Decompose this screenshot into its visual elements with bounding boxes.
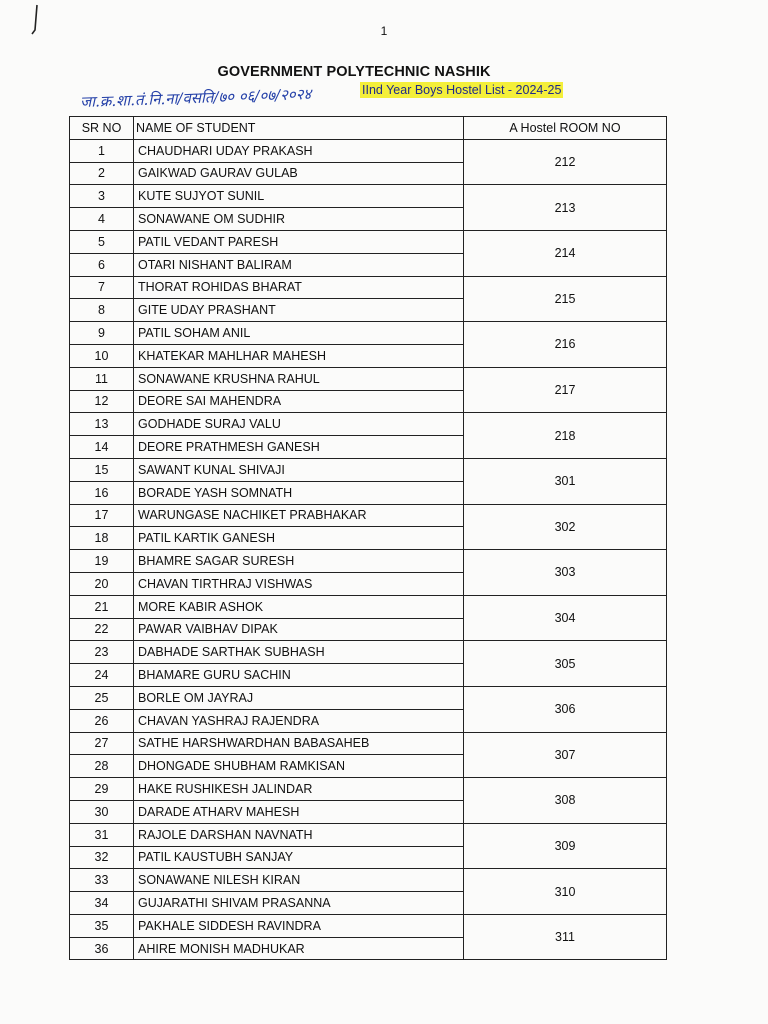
student-name-cell: DEORE SAI MAHENDRA (134, 390, 464, 413)
room-number-cell: 304 (464, 595, 667, 641)
student-name-cell: GUJARATHI SHIVAM PRASANNA (134, 892, 464, 915)
student-name-cell: CHAUDHARI UDAY PRAKASH (134, 139, 464, 162)
student-name-cell: DABHADE SARTHAK SUBHASH (134, 641, 464, 664)
sr-no-cell: 15 (70, 458, 134, 481)
student-name-cell: SONAWANE KRUSHNA RAHUL (134, 367, 464, 390)
header-room: A Hostel ROOM NO (464, 117, 667, 140)
sr-no-cell: 14 (70, 436, 134, 459)
student-name-cell: SATHE HARSHWARDHAN BABASAHEB (134, 732, 464, 755)
student-name-cell: GAIKWAD GAURAV GULAB (134, 162, 464, 185)
room-number-cell: 308 (464, 778, 667, 824)
student-name-cell: PAWAR VAIBHAV DIPAK (134, 618, 464, 641)
sr-no-cell: 3 (70, 185, 134, 208)
room-number-cell: 301 (464, 458, 667, 504)
table-row (70, 504, 667, 527)
room-number-cell: 309 (464, 823, 667, 869)
student-name-cell: BHAMARE GURU SACHIN (134, 664, 464, 687)
student-name-cell: KHATEKAR MAHLHAR MAHESH (134, 344, 464, 367)
sr-no-cell: 19 (70, 550, 134, 573)
header-sr-no: SR NO (70, 117, 134, 140)
hostel-table (69, 116, 667, 960)
sr-no-cell: 32 (70, 846, 134, 869)
student-name-cell: DHONGADE SHUBHAM RAMKISAN (134, 755, 464, 778)
student-name-cell: DEORE PRATHMESH GANESH (134, 436, 464, 459)
room-number-cell: 310 (464, 869, 667, 915)
student-name-cell: RAJOLE DARSHAN NAVNATH (134, 823, 464, 846)
sr-no-cell: 35 (70, 914, 134, 937)
table-row (70, 276, 667, 299)
sr-no-cell: 29 (70, 778, 134, 801)
table-row (70, 869, 667, 892)
student-name-cell: BORADE YASH SOMNATH (134, 481, 464, 504)
sr-no-cell: 28 (70, 755, 134, 778)
header-name: NAME OF STUDENT (134, 117, 464, 140)
room-number-cell: 216 (464, 322, 667, 368)
sr-no-cell: 26 (70, 709, 134, 732)
student-name-cell: WARUNGASE NACHIKET PRABHAKAR (134, 504, 464, 527)
sr-no-cell: 11 (70, 367, 134, 390)
student-name-cell: CHAVAN YASHRAJ RAJENDRA (134, 709, 464, 732)
student-name-cell: KUTE SUJYOT SUNIL (134, 185, 464, 208)
student-name-cell: PATIL SOHAM ANIL (134, 322, 464, 345)
student-name-cell: CHAVAN TIRTHRAJ VISHWAS (134, 572, 464, 595)
student-name-cell: BORLE OM JAYRAJ (134, 686, 464, 709)
handwritten-reference: जा.क्र.शा.तं.नि.ना/वसति/७० ०६/०७/२०२४ (79, 84, 312, 112)
room-number-cell: 303 (464, 550, 667, 596)
sr-no-cell: 34 (70, 892, 134, 915)
table-body (70, 139, 667, 960)
sr-no-cell: 33 (70, 869, 134, 892)
institution-name: GOVERNMENT POLYTECHNIC NASHIK (217, 64, 491, 80)
table-header-row (70, 117, 667, 140)
student-name-cell: AHIRE MONISH MADHUKAR (134, 937, 464, 960)
table-row (70, 367, 667, 390)
sr-no-cell: 12 (70, 390, 134, 413)
sr-no-cell: 18 (70, 527, 134, 550)
sr-no-cell: 21 (70, 595, 134, 618)
room-number-cell: 302 (464, 504, 667, 550)
room-number-cell: 307 (464, 732, 667, 778)
room-number-cell: 218 (464, 413, 667, 459)
sr-no-cell: 22 (70, 618, 134, 641)
table-row (70, 230, 667, 253)
student-name-cell: SAWANT KUNAL SHIVAJI (134, 458, 464, 481)
sr-no-cell: 7 (70, 276, 134, 299)
list-title: IInd Year Boys Hostel List - 2024-25 (362, 83, 562, 97)
sr-no-cell: 20 (70, 572, 134, 595)
student-name-cell: THORAT ROHIDAS BHARAT (134, 276, 464, 299)
room-number-cell: 213 (464, 185, 667, 231)
table-row (70, 914, 667, 937)
student-name-cell: SONAWANE NILESH KIRAN (134, 869, 464, 892)
room-number-cell: 212 (464, 139, 667, 185)
student-name-cell: PATIL KARTIK GANESH (134, 527, 464, 550)
table-row (70, 778, 667, 801)
table-row (70, 322, 667, 345)
table-row (70, 641, 667, 664)
student-name-cell: BHAMRE SAGAR SURESH (134, 550, 464, 573)
sr-no-cell: 30 (70, 800, 134, 823)
room-number-cell: 217 (464, 367, 667, 413)
table-row (70, 185, 667, 208)
student-name-cell: GODHADE SURAJ VALU (134, 413, 464, 436)
student-name-cell: GITE UDAY PRASHANT (134, 299, 464, 322)
sr-no-cell: 10 (70, 344, 134, 367)
sr-no-cell: 1 (70, 139, 134, 162)
sr-no-cell: 25 (70, 686, 134, 709)
room-number-cell: 215 (464, 276, 667, 322)
sr-no-cell: 13 (70, 413, 134, 436)
page-number: 1 (380, 24, 388, 38)
sr-no-cell: 9 (70, 322, 134, 345)
student-name-cell: PAKHALE SIDDESH RAVINDRA (134, 914, 464, 937)
sr-no-cell: 23 (70, 641, 134, 664)
table-row (70, 458, 667, 481)
sr-no-cell: 2 (70, 162, 134, 185)
table-row (70, 413, 667, 436)
student-name-cell: OTARI NISHANT BALIRAM (134, 253, 464, 276)
sr-no-cell: 5 (70, 230, 134, 253)
table-row (70, 732, 667, 755)
sr-no-cell: 8 (70, 299, 134, 322)
student-name-cell: SONAWANE OM SUDHIR (134, 208, 464, 231)
sr-no-cell: 16 (70, 481, 134, 504)
table-row (70, 823, 667, 846)
table-row (70, 139, 667, 162)
sr-no-cell: 27 (70, 732, 134, 755)
student-name-cell: HAKE RUSHIKESH JALINDAR (134, 778, 464, 801)
table-row (70, 595, 667, 618)
table-row (70, 686, 667, 709)
table-row (70, 550, 667, 573)
room-number-cell: 305 (464, 641, 667, 687)
sr-no-cell: 31 (70, 823, 134, 846)
sr-no-cell: 36 (70, 937, 134, 960)
sr-no-cell: 4 (70, 208, 134, 231)
student-name-cell: DARADE ATHARV MAHESH (134, 800, 464, 823)
sr-no-cell: 24 (70, 664, 134, 687)
student-name-cell: PATIL VEDANT PARESH (134, 230, 464, 253)
sr-no-cell: 6 (70, 253, 134, 276)
room-number-cell: 306 (464, 686, 667, 732)
sr-no-cell: 17 (70, 504, 134, 527)
institution-title (0, 64, 708, 80)
room-number-cell: 311 (464, 914, 667, 960)
room-number-cell: 214 (464, 230, 667, 276)
student-name-cell: MORE KABIR ASHOK (134, 595, 464, 618)
student-name-cell: PATIL KAUSTUBH SANJAY (134, 846, 464, 869)
